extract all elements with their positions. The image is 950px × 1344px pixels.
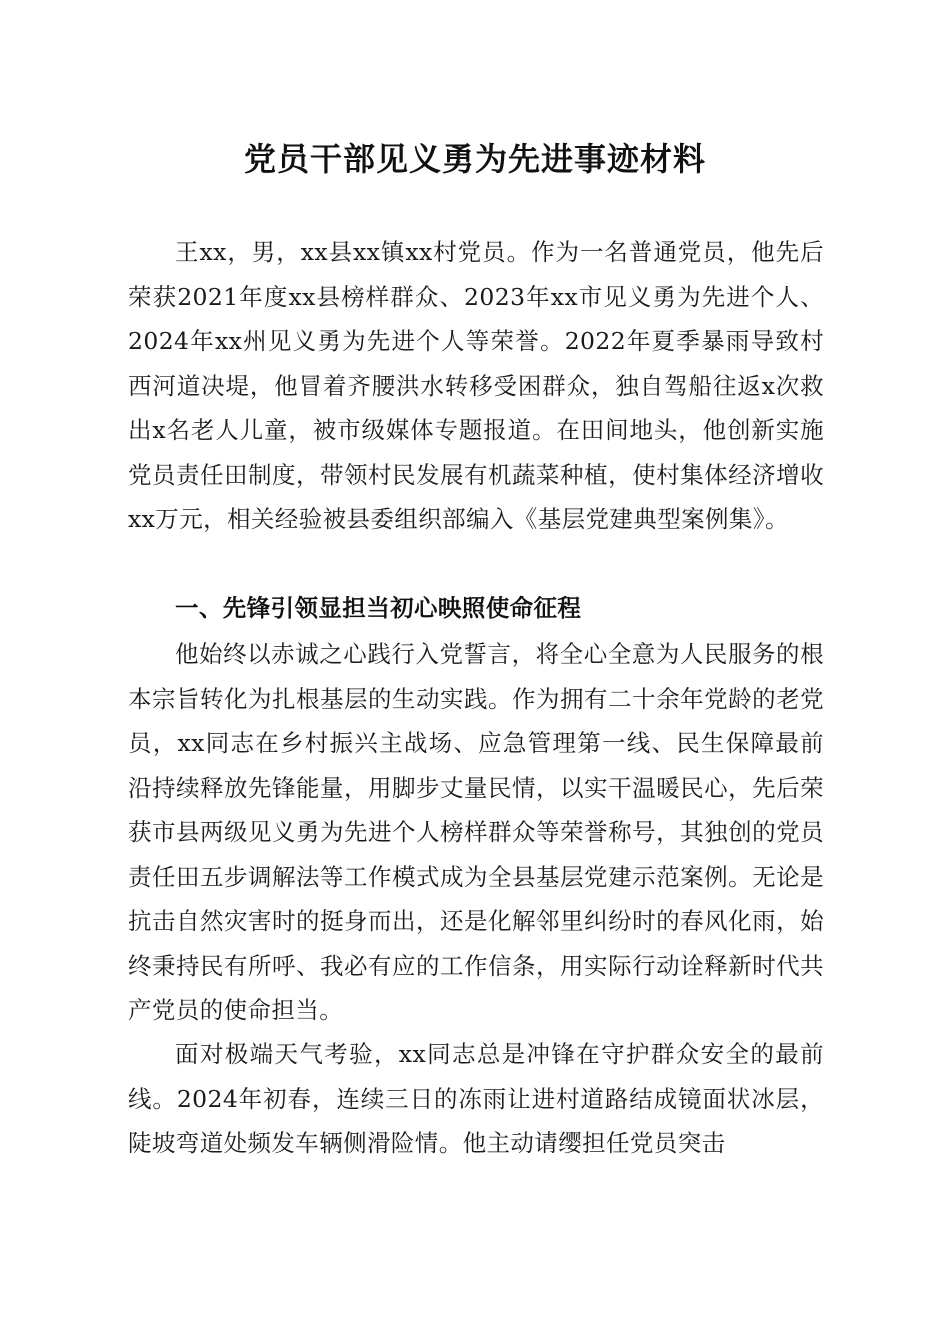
section-heading: 一、先锋引领显担当初心映照使命征程 — [175, 594, 582, 622]
intro-paragraph: 王xx，男，xx县xx镇xx村党员。作为一名普通党员，他先后荣获2021年度xx县榜样群众、2023年xx市见义勇为先进个人、2024年xx州见义勇为先进个人等荣誉。2022年夏季暴雨导致村西河道决堤，他冒着齐腰洪水转移受困群众，独自驾船往返x次救出x名老人儿童，被市级媒体专题报道。在田间地头，他创新实施党员责任田制度，带领村民发展有机蔬菜种植，使村集体经济增收xx万元，相关经验被县委组织部编入《基层党建典型案例集》。 — [128, 238, 824, 533]
document-title: 党员干部见义勇为先进事迹材料 — [243, 140, 706, 178]
section-paragraph-2: 面对极端天气考验，xx同志总是冲锋在守护群众安全的最前线。2024年初春，连续三日的冻雨让进村道路结成镜面状冰层，陡坡弯道处频发车辆侧滑险情。他主动请缨担任党员突击 — [128, 1040, 824, 1157]
section-paragraph-1: 他始终以赤诚之心践行入党誓言，将全心全意为人民服务的根本宗旨转化为扎根基层的生动实践。作为拥有二十余年党龄的老党员，xx同志在乡村振兴主战场、应急管理第一线、民生保障最前沿持续释放先锋能量，用脚步丈量民情，以实干温暖民心，先后荣获市县两级见义勇为先进个人榜样群众等荣誉称号，其独创的党员责任田五步调解法等工作模式成为全县基层党建示范案例。无论是抗击自然灾害时的挺身而出，还是化解邻里纠纷时的春风化雨，始终秉持民有所呼、我必有应的工作信条，用实际行动诠释新时代共产党员的使命担当。 — [128, 640, 824, 1024]
